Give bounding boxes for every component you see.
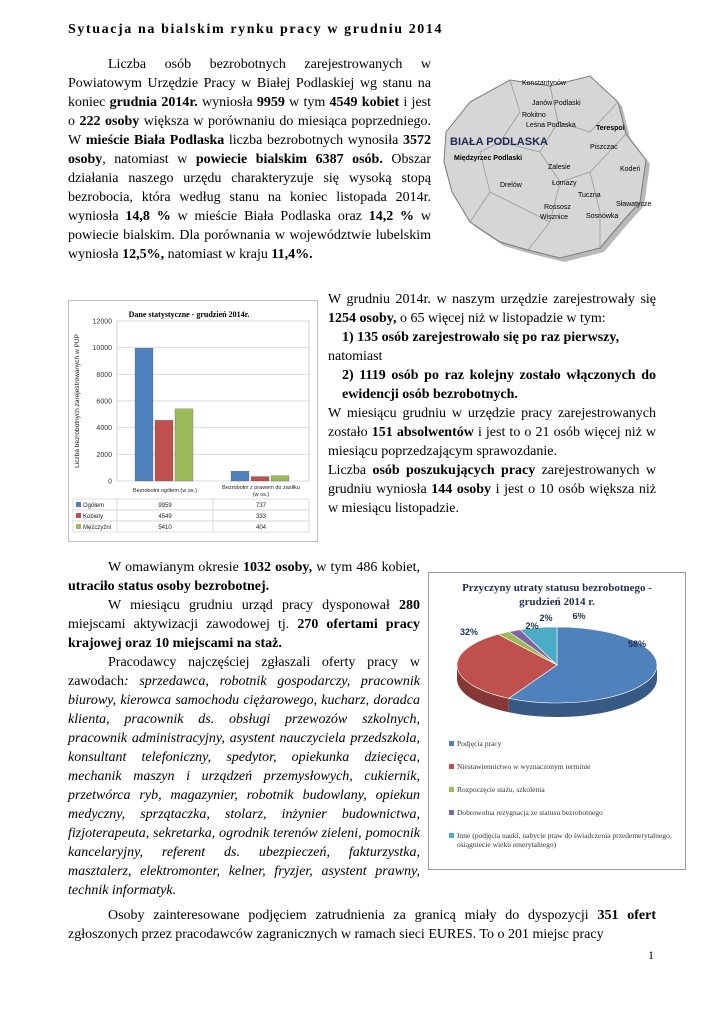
legend-swatch <box>449 810 454 815</box>
pie-legend <box>449 739 677 849</box>
map-place-label: Wisznice <box>540 214 569 221</box>
graduates-paragraph: W miesiącu grudniu w urzędzie pracy zarejestrowanych zostało 151 absolwentów i jest to o 21 osób więcej niż w miesiącu poprzedzającym sprawozdanie. <box>328 406 657 459</box>
map-place-label: Terespol <box>596 125 625 132</box>
x-category-label: Bezrobotni z prawem do zasiłku <box>222 485 300 491</box>
legend-label: Rozpoczęcie stażu, szkolenia <box>457 785 545 794</box>
legend-item <box>449 808 677 817</box>
document-title: Sytuacja na bialskim rynku pracy w grudniu 2014 <box>68 22 444 37</box>
y-axis-label: Liczba bezrobotnych zarejestrowanych w PUP <box>74 334 81 468</box>
legend-label: Dobrowolna rezygnacja ze statusu bezrobotnego <box>457 808 603 817</box>
job-seekers-paragraph: Liczba osób poszukujących pracy zarejestrowanych w grudniu wyniosła 144 osoby i jest o 10 osób większa niż w miesiącu listopadzie. <box>328 463 657 516</box>
bar <box>155 420 173 481</box>
legend-label: Inne (podjęcia nauki, nabycie praw do świadczenia przedemerytalnego, osiągniecie wieku emerytalnego) <box>457 831 672 849</box>
bar <box>231 471 249 481</box>
map-place-label: Janów Podlaski <box>532 100 581 107</box>
legend-swatch <box>76 513 81 518</box>
pie-value-label: 2% <box>539 613 553 623</box>
legend-item <box>449 739 677 748</box>
y-tick-label: 0 <box>108 478 112 486</box>
page-number: 1 <box>648 948 654 962</box>
y-tick-label: 6000 <box>96 398 112 406</box>
x-category-label: (w os.) <box>252 492 270 498</box>
bar <box>175 409 193 481</box>
bar-chart-svg <box>69 301 317 541</box>
legend-swatch <box>449 787 454 792</box>
chart-title: Dane statystyczne - grudzień 2014r. <box>128 310 250 319</box>
pie-value-label: 2% <box>525 621 539 631</box>
map-place-label: Rossosz <box>544 204 571 211</box>
data-table-value: 333 <box>255 514 267 520</box>
data-table-value: 4549 <box>158 514 172 520</box>
legend-swatch <box>449 741 454 746</box>
legend-swatch <box>76 502 81 507</box>
bar <box>251 477 269 481</box>
data-table-row <box>73 499 309 510</box>
legend-series-name: Kobiety <box>83 514 104 520</box>
legend-item <box>449 762 677 771</box>
status-loss-paragraph: W omawianym okresie 1032 osoby, w tym 486 kobiet, utraciło status osoby bezrobotnej. <box>68 560 421 594</box>
y-tick-label: 10000 <box>92 345 112 353</box>
map-place-label: Piszczac <box>590 144 618 151</box>
map-place-label: Konstantynów <box>522 80 566 87</box>
map-place-label: Kodeń <box>620 166 641 173</box>
bar-chart-statistics <box>68 300 318 542</box>
x-category-label: Bezrobotni ogółem (w os.) <box>133 488 197 494</box>
pie-chart-svg <box>429 613 685 733</box>
y-tick-label: 8000 <box>96 371 112 379</box>
map-place-label: Zalesie <box>548 164 571 171</box>
county-map <box>440 72 652 264</box>
map-place-label: Rokitno <box>522 112 546 119</box>
bar <box>135 348 153 481</box>
legend-series-name: Ogółem <box>83 503 105 509</box>
map-place-label: Sławatycze <box>616 201 652 208</box>
y-tick-label: 4000 <box>96 425 112 433</box>
offers-paragraph: W miesiącu grudniu urząd pracy dysponował 280 miejscami aktywizacji zawodowej tj. 270 ofertami pracy krajowej oraz 10 miejscami na staż. <box>68 598 420 651</box>
list-item-1-tail: natomiast <box>328 349 383 364</box>
map-place-label: Tuczna <box>578 192 601 199</box>
y-tick-label: 2000 <box>96 451 112 459</box>
legend-swatch <box>449 833 454 838</box>
map-place-label: Leśna Podlaska <box>526 122 576 129</box>
pie-chart-status-loss <box>428 572 686 870</box>
legend-item <box>449 831 677 849</box>
legend-swatch <box>449 764 454 769</box>
legend-label: Niestawiennictwo w wyznaczonym terminie <box>457 762 591 771</box>
pie-value-label: 58% <box>627 639 647 649</box>
data-table-value: 5410 <box>158 525 172 531</box>
list-item-2: 2) 1119 osób po raz kolejny zostało włączonych do ewidencji osób bezrobotnych. <box>342 368 656 402</box>
professions-paragraph: Pracodawcy najczęściej zgłaszali oferty pracy w zawodach: sprzedawca, robotnik gospodarczy, pracownik biurowy, kierowca samochodu ciężarowego, kucharz, doradca klienta, pracownik ds. obsługi przewozów szkolnych, pracownik administracyjny, asystent nauczyciela przedszkola, konsultant telefoniczny, spedytor, opiekunka dziecięca, mechanik maszyn i urządzeń przemysłowych, cukiernik, przetwórca ryb, magazynier, robotnik budowlany, opiekun medyczny, sprzątaczka, stolarz, inżynier budownictwa, fizjoterapeuta, sekretarka, ogrodnik terenów zieleni, pomocnik kancelaryjny, referent ds. ubezpieczeń, fakturzystka, masztalerz, elektromonter, kelner, fryzjer, asystent prawny, technik informatyk. <box>68 655 420 898</box>
y-tick-label: 12000 <box>92 318 112 326</box>
right-column-text <box>328 290 656 518</box>
data-table-row <box>73 510 309 521</box>
data-table-value: 9959 <box>158 503 172 509</box>
registration-paragraph: W grudniu 2014r. w naszym urzędzie zarejestrowały się 1254 osoby, o 65 więcej niż w listopadzie w tym: <box>328 292 656 326</box>
lower-left-text <box>68 558 420 900</box>
intro-paragraph: Liczba osób bezrobotnych zarejestrowanych w Powiatowym Urzędzie Pracy w Białej Podlaskiej wg stanu na koniec grudnia 2014r. wyniosła 9959 w tym 4549 kobiet i jest o 222 osoby większa w porównaniu do miesiąca poprzedniego. W mieście Biała Podlaska liczba bezrobotnych wynosiła 3572 osoby, natomiast w powiecie bialskim 6387 osób. Obszar działania naszego urzędu charakteryzuje się wysoką stopą bezrobocia, która według stanu na koniec listopada 2014r. wyniosła 14,8 % w mieście Biała Podlaska oraz 14,2 % w powiecie bialskim. Dla porównania w województwie lubelskim wyniosła 12,5%, natomiast w kraju 11,4%. <box>68 57 432 262</box>
pie-chart-title: Przyczyny utraty statusu bezrobotnego - grudzień 2014 r. <box>462 582 652 608</box>
legend-series-name: Mężczyźni <box>83 525 112 531</box>
eures-paragraph: Osoby zainteresowane podjęciem zatrudnienia za granicą miały do dyspozycji 351 ofert zgłoszonych przez pracodawców zagranicznych w ramach sieci EURES. To o 201 miejsc pracy <box>68 908 656 942</box>
pie-value-label: 32% <box>459 627 479 637</box>
data-table-value: 404 <box>255 525 267 531</box>
bar <box>271 476 289 481</box>
map-main-label: BIAŁA PODLASKA <box>450 136 548 148</box>
map-place-label: Sosnówka <box>586 213 619 220</box>
map-place-label: Łomazy <box>552 180 577 187</box>
legend-swatch <box>76 524 81 529</box>
map-place-label: Międzyrzec Podlaski <box>454 155 523 162</box>
list-item-1: 1) 135 osób zarejestrowało się po raz pierwszy, <box>342 330 620 345</box>
data-table-value: 737 <box>255 503 267 509</box>
legend-label: Podjęcia pracy <box>457 739 502 748</box>
pie-value-label: 6% <box>572 613 586 621</box>
legend-item <box>449 785 677 794</box>
map-place-label: Drelów <box>500 182 522 189</box>
